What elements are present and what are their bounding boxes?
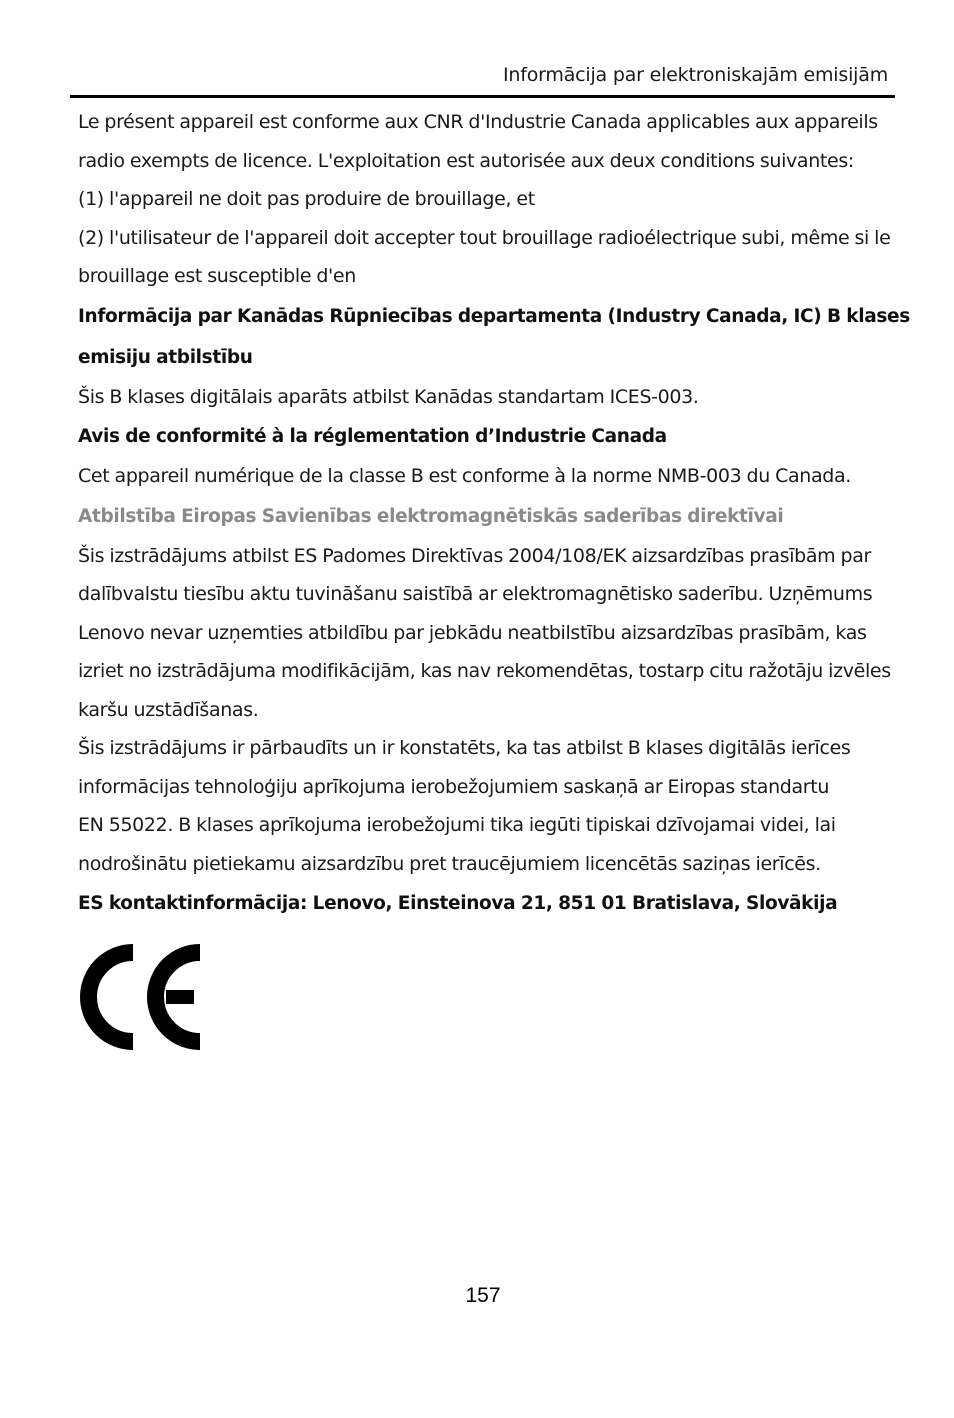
ce-mark-e-bar [166, 990, 194, 1004]
heading-avis-conformite: Avis de conformité à la réglementation d’Industrie Canada [78, 426, 667, 447]
paragraph-canada-french [78, 103, 891, 296]
text-line: (2) l'utilisateur de l'appareil doit accepter tout brouillage radioélectrique subi, même si le [78, 226, 891, 249]
text-line: dalībvalstu tiesību aktu tuvināšanu saistībā ar elektromagnētisko saderību. Uzņēmums [78, 583, 873, 605]
paragraph-eu-directive [78, 537, 891, 730]
text-line: (1) l'appareil ne doit pas produire de brouillage, et [78, 188, 535, 210]
heading-eu-contact: ES kontaktinformācija: Lenovo, Einsteinova 21, 851 01 Bratislava, Slovākija [78, 893, 838, 914]
text-line: karšu uzstādīšanas. [78, 698, 259, 721]
paragraph-nmb-003: Cet appareil numérique de la classe B est conforme à la norme NMB-003 du Canada. [78, 465, 851, 487]
page-content [78, 103, 910, 924]
text-line: radio exempts de licence. L'exploitation est autorisée aux deux conditions suivantes: [78, 149, 854, 172]
ce-mark-icon [78, 944, 208, 1050]
ce-mark-c [89, 953, 134, 1042]
page-number: 157 [465, 1284, 501, 1307]
header-rule [70, 95, 895, 98]
heading-line: Informācija par Kanādas Rūpniecības departamenta (Industry Canada, IC) B klases [78, 305, 910, 327]
paragraph-ices-003: Šis B klases digitālais aparāts atbilst Kanādas standartam ICES-003. [78, 385, 699, 408]
text-line: Šis izstrādājums atbilst ES Padomes Direktīvas 2004/108/EK aizsardzības prasībām par [78, 544, 871, 567]
heading-industry-canada [78, 296, 910, 378]
heading-eu-emc-directive: Atbilstība Eiropas Savienības elektromagnētiskās saderības direktīvai [78, 505, 784, 527]
text-line: Le présent appareil est conforme aux CNR d'Industrie Canada applicables aux appareils [78, 111, 878, 133]
running-header-title: Informācija par elektroniskajām emisijām [502, 64, 888, 86]
text-line: Lenovo nevar uzņemties atbildību par jebkādu neatbilstību aizsardzības prasībām, kas [78, 621, 867, 644]
paragraph-en-55022 [78, 729, 888, 883]
text-line: nodrošinātu pietiekamu aizsardzību pret traucējumiem licencētās saziņas ierīcēs. [78, 852, 821, 875]
text-line: EN 55022. B klases aprīkojuma ierobežojumi tika iegūti tipiskai dzīvojamai videi, lai [78, 814, 836, 836]
text-line: informācijas tehnoloģiju aprīkojuma ierobežojumiem saskaņā ar Eiropas standartu [78, 775, 830, 798]
text-line: brouillage est susceptible d'en [78, 265, 356, 287]
text-line: Šis izstrādājums ir pārbaudīts un ir konstatēts, ka tas atbilst B klases digitālās ierīces [78, 737, 851, 759]
heading-line: emisiju atbilstību [78, 346, 253, 368]
text-line: izriet no izstrādājuma modifikācijām, kas nav rekomendētas, tostarp citu ražotāju izvēles [78, 660, 891, 682]
